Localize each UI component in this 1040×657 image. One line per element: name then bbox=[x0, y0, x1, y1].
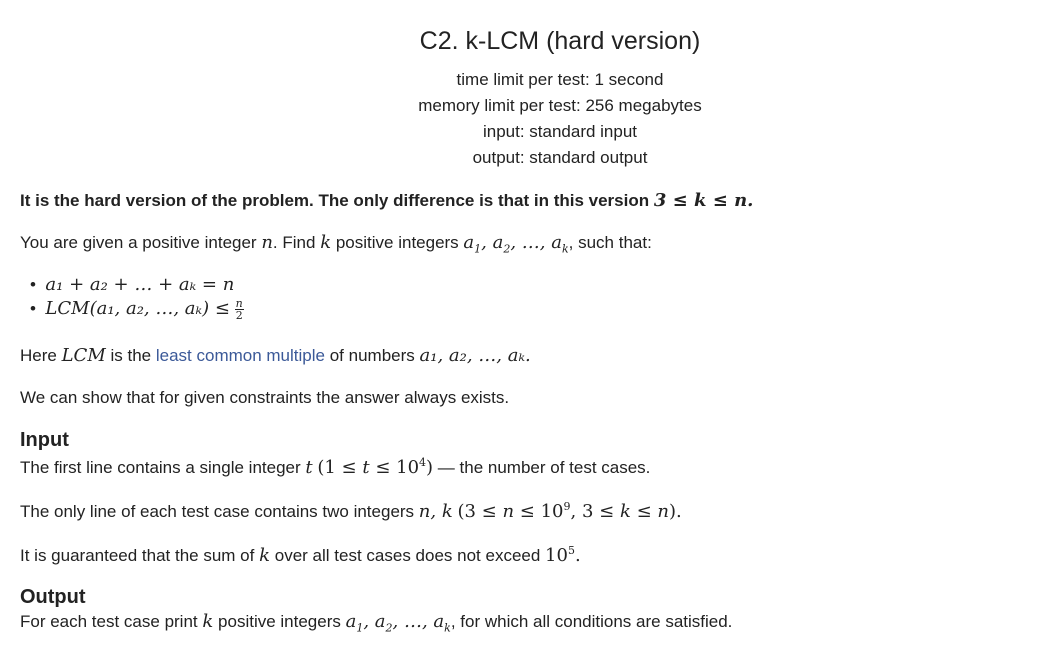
lcm-link[interactable]: least common multiple bbox=[155, 346, 325, 365]
answer-exists: We can show that for given constraints the answer always exists. bbox=[20, 388, 510, 407]
input-file: input: standard input bbox=[482, 122, 638, 141]
output-line-1: For each test case print k positive integers $a_1$, $a_2$, …, $a_k$, for which all conditions are satisfied. bbox=[20, 611, 733, 635]
math-constraint: 3 ≤ k ≤ n. bbox=[653, 190, 754, 211]
input-line-1: The first line contains a single integer t $(1 \le t \le 10^4)$ — the number of test cases. bbox=[20, 456, 651, 478]
problem-title: C2. k-LCM (hard version) bbox=[419, 27, 701, 55]
output-file: output: standard output bbox=[472, 148, 648, 167]
condition-lcm: • LCM(a₁, a₂, …, aₖ) ≤ $\frac{n}{2}$ bbox=[30, 297, 243, 323]
hard-version-note: It is the hard version of the problem. The only difference is that in this version 3 ≤ k ≤ n. bbox=[20, 190, 754, 211]
memory-limit: memory limit per test: 256 megabytes bbox=[418, 96, 702, 115]
given-sentence: You are given a positive integer n. Find k positive integers $a_1$, $a_2$, …, $a_k$, such that: bbox=[20, 232, 652, 256]
condition-sum: • a₁ + a₂ + … + aₖ = n bbox=[30, 274, 235, 295]
input-line-3: It is guaranteed that the sum of k over all test cases does not exceed $10^5$. bbox=[20, 544, 581, 566]
input-line-2: The only line of each test case contains two integers n, k ($3 \le n \le 10^9$, 3 ≤ k ≤ n). bbox=[20, 500, 682, 522]
lcm-definition: Here LCM is the least common multiple of numbers a₁, a₂, …, aₖ. bbox=[20, 345, 531, 366]
input-heading: Input bbox=[20, 429, 69, 451]
output-heading: Output bbox=[20, 586, 86, 608]
fraction-n-over-2: $\frac{n}{2}$ bbox=[235, 297, 243, 323]
time-limit: time limit per test: 1 second bbox=[456, 70, 664, 89]
